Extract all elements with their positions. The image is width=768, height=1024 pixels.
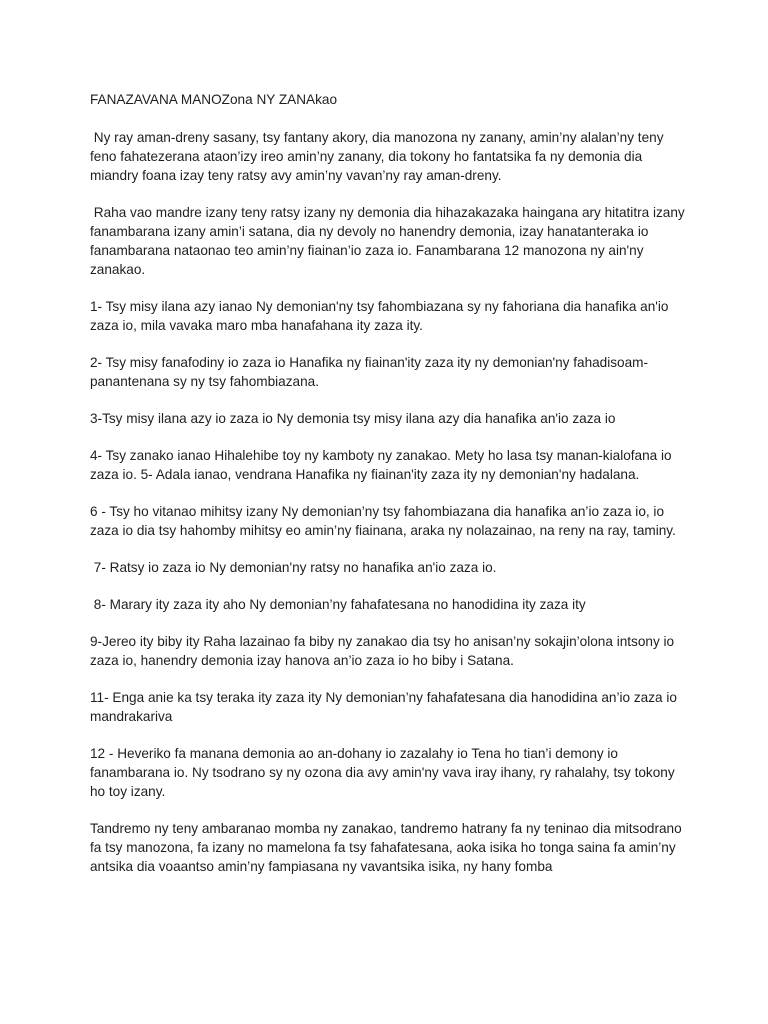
paragraph-item-2: 2- Tsy misy fanafodiny io zaza io Hanafika ny fiainan'ity zaza ity ny demonian'ny fahadisoam-panantenana sy ny tsy fahombiazana. — [90, 355, 649, 389]
paragraph-intro-1: Ny ray aman-dreny sasany, tsy fantany akory, dia manozona ny zanany, amin’ny alalan’ny teny feno fahatezerana ataon’izy ireo amin’ny zanany, dia tokony ho fantatsika fa ny demonia dia miandry foana izay teny ratsy avy amin’ny vavan’ny ray aman-dreny. — [90, 130, 668, 183]
paragraph-item-9: 9-Jereo ity biby ity Raha lazainao fa biby ny zanakao dia tsy ho anisan’ny sokajin’olona intsony io zaza io, hanendry demonia izay hanova an’io zaza io ho biby i Satana. — [90, 634, 678, 668]
document-title: FANAZAVANA MANOZona NY ZANAkao — [90, 92, 338, 107]
paragraph-item-6: 6 - Tsy ho vitanao mihitsy izany Ny demonian’ny tsy fahombiazana dia hanafika an’io zaza io, io zaza io dia tsy hahomby mihitsy eo amin’ny fiainana, araka ny nolazainao, na reny na ray, taminy. — [90, 504, 676, 538]
paragraph-item-1: 1- Tsy misy ilana azy ianao Ny demonian'ny tsy fahombiazana sy ny fahoriana dia hanafika an'io zaza io, mila vavaka maro mba hanafahana ity zaza ity. — [90, 299, 673, 333]
paragraph-item-8: 8- Marary ity zaza ity aho Ny demonian’ny fahafatesana no hanodidina ity zaza ity — [90, 597, 586, 612]
document-body — [90, 90, 690, 876]
paragraph-item-3: 3-Tsy misy ilana azy io zaza io Ny demonia tsy misy ilana azy dia hanafika an'io zaza io — [90, 411, 616, 426]
paragraph-item-7: 7- Ratsy io zaza io Ny demonian'ny ratsy no hanafika an'io zaza io. — [90, 560, 497, 575]
paragraph-item-12: 12 - Heveriko fa manana demonia ao an-dohany io zazalahy io Tena ho tian’i demony io fanambarana io. Ny tsodrano sy ny ozona dia avy amin'ny vava iray ihany, ry rahalahy, tsy tokony ho toy izany. — [90, 746, 679, 799]
paragraph-intro-2: Raha vao mandre izany teny ratsy izany ny demonia dia hihazakazaka haingana ary hitatitra izany fanambarana izany amin’i satana, dia ny devoly no hanendry demonia, izay hanatanteraka io fanambarana nataonao teo amin’ny fiainan’io zaza io. Fanambarana 12 manozona ny ain'ny zanakao. — [90, 205, 689, 277]
paragraph-closing: Tandremo ny teny ambaranao momba ny zanakao, tandremo hatrany fa ny teninao dia mitsodrano fa tsy manozona, fa izany no mamelona fa tsy fahafatesana, aoka isika ho tonga saina fa amin’ny antsika dia voaantso amin’ny fampiasana ny vavantsika isika, ny hany fomba — [90, 821, 686, 874]
paragraph-item-4-5: 4- Tsy zanako ianao Hihalehibe toy ny kamboty ny zanakao. Mety ho lasa tsy manan-kialofana io zaza io. 5- Adala ianao, vendrana Hanafika ny fiainan'ity zaza ity ny demonian'ny hadalana. — [90, 448, 676, 482]
paragraph-item-11: 11- Enga anie ka tsy teraka ity zaza ity Ny demonian’ny fahafatesana dia hanodidina an’io zaza io mandrakariva — [90, 690, 681, 724]
